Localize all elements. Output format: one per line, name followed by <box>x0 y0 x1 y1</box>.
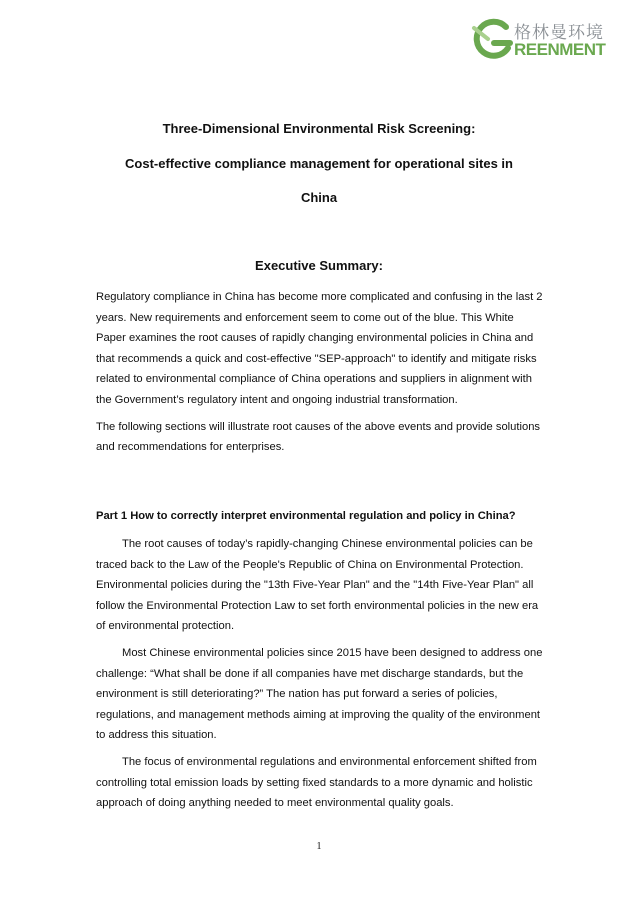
title-line-3: China <box>300 190 338 205</box>
title-line-1: Three-Dimensional Environmental Risk Screening: <box>162 121 476 136</box>
part1-body <box>96 534 546 814</box>
page-number: 1 <box>316 841 322 852</box>
logo-chinese-name: 格林曼环境 <box>514 23 604 43</box>
title-line-2: Cost-effective compliance management for operational sites in <box>125 156 513 171</box>
part1-paragraph: The focus of environmental regulations and environmental enforcement shifted from controlling total emission loads by setting fixed standards to a more dynamic and holistic approach of doing anything needed to meet environmental quality goals. <box>96 755 537 810</box>
part1-paragraph: The root causes of today’s rapidly-changing Chinese environmental policies can be traced back to the Law of the People's Republic of China on Environmental Protection. Environmental policies during the "13th Five-Year Plan" and the "14th Five-Year Plan" all follow the Environmental Protection Law to set forth environmental policies in the new era of environmental protection. <box>96 538 539 633</box>
part1-paragraph: Most Chinese environmental policies since 2015 have been designed to address one challenge: “What shall be done if all companies have met discharge standards, but the environment is still deteriorating?” The nation has put forward a series of policies, regulations, and management methods aiming at improving the quality of the environment to address this situation. <box>96 646 543 742</box>
part1-heading: Part 1 How to correctly interpret environmental regulation and policy in China? <box>96 510 516 522</box>
executive-summary-paragraph: The following sections will illustrate root causes of the above events and provide solutions and recommendations for enterprises. <box>96 420 541 454</box>
executive-summary-body <box>96 287 546 458</box>
executive-summary-heading: Executive Summary: <box>255 258 383 273</box>
executive-summary-paragraph: Regulatory compliance in China has become more complicated and confusing in the last 2 years. New requirements and enforcement seem to come out of the blue. This White Paper examines the root causes of rapidly changing environmental policies in China and that recommends a quick and cost-effective "SEP-approach" to identify and mitigate risks related to environmental compliance of China operations and suppliers in alignment with the Government’s regulatory intent and ongoing industrial transformation. <box>96 291 543 406</box>
greenment-g-icon <box>470 18 516 64</box>
logo-english-name: REENMENT <box>514 40 606 59</box>
greenment-logo <box>470 18 618 64</box>
